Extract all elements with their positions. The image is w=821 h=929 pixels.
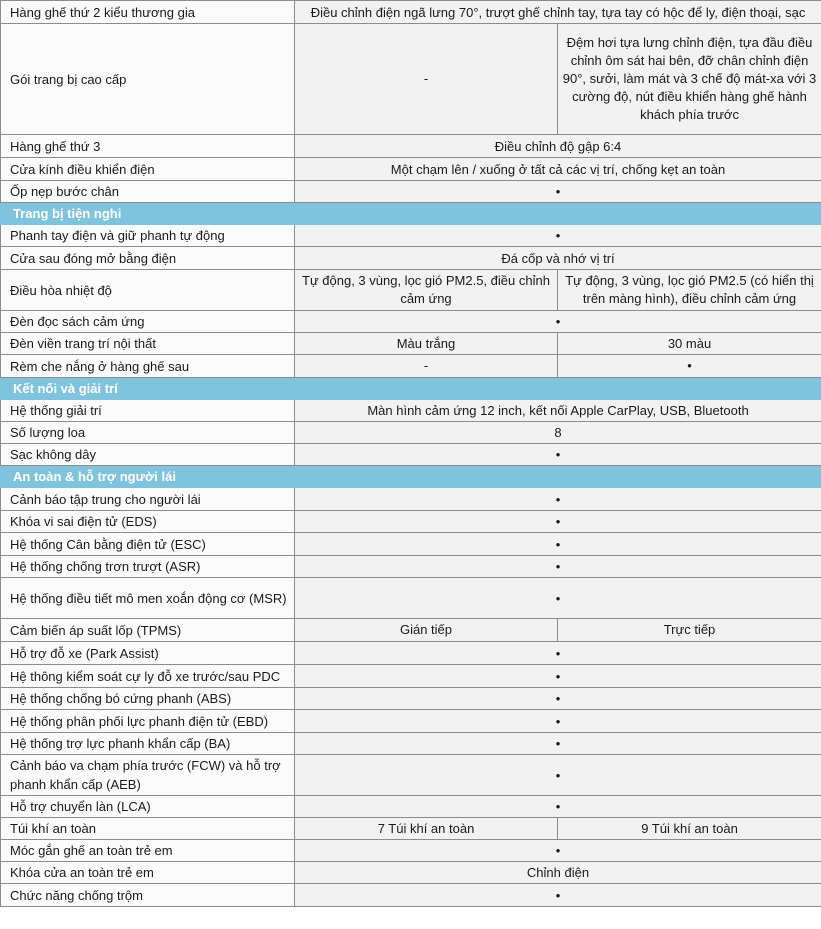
- spec-row: [1, 355, 821, 378]
- feature-available-dot: •: [295, 444, 821, 466]
- spec-row: [1, 511, 821, 533]
- feature-available-dot: •: [295, 181, 821, 203]
- spec-value-trim-1: Màu trắng: [295, 333, 558, 355]
- spec-table-body: [1, 1, 821, 907]
- spec-row: [1, 884, 821, 907]
- spec-row: [1, 333, 821, 355]
- spec-label: Cửa sau đóng mở bằng điện: [1, 247, 295, 270]
- feature-available-dot: •: [295, 710, 821, 733]
- spec-row: [1, 444, 821, 466]
- feature-available-dot: •: [558, 355, 821, 378]
- spec-label: Ốp nẹp bước chân: [1, 181, 295, 203]
- spec-value: Một chạm lên / xuống ở tất cả các vị trí, chống kẹt an toàn: [295, 158, 821, 181]
- spec-value: Chỉnh điện: [295, 862, 821, 884]
- spec-row: [1, 755, 821, 796]
- spec-row: [1, 619, 821, 642]
- feature-available-dot: •: [295, 511, 821, 533]
- spec-label: Khóa cửa an toàn trẻ em: [1, 862, 295, 884]
- spec-label: Hệ thống điều tiết mô men xoắn động cơ (MSR): [1, 578, 295, 619]
- spec-label: Rèm che nắng ở hàng ghế sau: [1, 355, 295, 378]
- spec-row: [1, 796, 821, 818]
- spec-label: Cảnh báo va chạm phía trước (FCW) và hỗ trợ phanh khẩn cấp (AEB): [1, 755, 295, 796]
- spec-value-trim-1: 7 Túi khí an toàn: [295, 818, 558, 840]
- section-header-row: [1, 466, 821, 488]
- spec-label: Đèn viền trang trí nội thất: [1, 333, 295, 355]
- spec-row: [1, 688, 821, 710]
- spec-label: Hệ thống chống bó cứng phanh (ABS): [1, 688, 295, 710]
- spec-value-trim-1: Tự động, 3 vùng, lọc gió PM2.5, điều chỉnh cảm ứng: [295, 270, 558, 311]
- spec-row: [1, 840, 821, 862]
- spec-label: Gói trang bị cao cấp: [1, 24, 295, 135]
- spec-label: Chức năng chống trộm: [1, 884, 295, 907]
- spec-value: Đá cốp và nhớ vị trí: [295, 247, 821, 270]
- spec-value-trim-1: -: [295, 355, 558, 378]
- spec-row: [1, 24, 821, 135]
- spec-value: 8: [295, 422, 821, 444]
- spec-value-trim-1: -: [295, 24, 558, 135]
- spec-label: Khóa vi sai điện tử (EDS): [1, 511, 295, 533]
- spec-label: Móc gắn ghế an toàn trẻ em: [1, 840, 295, 862]
- feature-available-dot: •: [295, 556, 821, 578]
- spec-row: [1, 400, 821, 422]
- feature-available-dot: •: [295, 840, 821, 862]
- spec-label: Cảnh báo tập trung cho người lái: [1, 488, 295, 511]
- spec-label: Điều hòa nhiệt độ: [1, 270, 295, 311]
- spec-row: [1, 533, 821, 556]
- spec-row: [1, 578, 821, 619]
- spec-row: [1, 733, 821, 755]
- spec-label: Hỗ trợ chuyển làn (LCA): [1, 796, 295, 818]
- spec-label: Túi khí an toàn: [1, 818, 295, 840]
- spec-row: [1, 1, 821, 24]
- feature-available-dot: •: [295, 533, 821, 556]
- spec-row: [1, 556, 821, 578]
- spec-value-trim-2: 30 màu: [558, 333, 821, 355]
- spec-label: Hệ thống chống trơn trượt (ASR): [1, 556, 295, 578]
- spec-value: Điều chỉnh điện ngã lưng 70°, trượt ghế chỉnh tay, tựa tay có hộc để ly, điện thoại, sạc: [295, 1, 821, 24]
- feature-available-dot: •: [295, 642, 821, 665]
- spec-row: [1, 247, 821, 270]
- feature-available-dot: •: [295, 225, 821, 247]
- section-header-row: [1, 378, 821, 400]
- feature-available-dot: •: [295, 755, 821, 796]
- feature-available-dot: •: [295, 665, 821, 688]
- feature-available-dot: •: [295, 688, 821, 710]
- spec-label: Số lượng loa: [1, 422, 295, 444]
- spec-value-trim-2: Đệm hơi tựa lưng chỉnh điện, tựa đầu điều chỉnh ôm sát hai bên, đỡ chân chỉnh điện 90°, sưởi, làm mát và 3 chế độ mát-xa với 3 cường độ, nút điều khiển hàng ghế hành khách phía trước: [558, 24, 821, 135]
- spec-value-trim-2: Trực tiếp: [558, 619, 821, 642]
- spec-label: Hàng ghế thứ 2 kiểu thương gia: [1, 1, 295, 24]
- feature-available-dot: •: [295, 884, 821, 907]
- spec-label: Hệ thống trợ lực phanh khẩn cấp (BA): [1, 733, 295, 755]
- section-title: Kết nối và giải trí: [1, 378, 821, 400]
- section-header-row: [1, 203, 821, 225]
- spec-value: Điều chỉnh độ gập 6:4: [295, 135, 821, 158]
- spec-label: Hàng ghế thứ 3: [1, 135, 295, 158]
- spec-label: Phanh tay điện và giữ phanh tự động: [1, 225, 295, 247]
- spec-row: [1, 710, 821, 733]
- feature-available-dot: •: [295, 488, 821, 511]
- spec-value-trim-2: 9 Túi khí an toàn: [558, 818, 821, 840]
- spec-value-trim-1: Gián tiếp: [295, 619, 558, 642]
- spec-value: Màn hình cảm ứng 12 inch, kết nối Apple CarPlay, USB, Bluetooth: [295, 400, 821, 422]
- spec-row: [1, 818, 821, 840]
- spec-label: Hệ thông kiểm soát cự ly đỗ xe trước/sau PDC: [1, 665, 295, 688]
- section-title: An toàn & hỗ trợ người lái: [1, 466, 821, 488]
- spec-label: Hệ thống phân phối lực phanh điện tử (EBD): [1, 710, 295, 733]
- spec-row: [1, 665, 821, 688]
- feature-available-dot: •: [295, 311, 821, 333]
- spec-label: Đèn đọc sách cảm ứng: [1, 311, 295, 333]
- spec-row: [1, 135, 821, 158]
- spec-label: Cảm biến áp suất lốp (TPMS): [1, 619, 295, 642]
- spec-row: [1, 862, 821, 884]
- section-title: Trang bị tiện nghi: [1, 203, 821, 225]
- spec-row: [1, 270, 821, 311]
- spec-row: [1, 311, 821, 333]
- feature-available-dot: •: [295, 578, 821, 619]
- feature-available-dot: •: [295, 733, 821, 755]
- spec-label: Hệ thống giải trí: [1, 400, 295, 422]
- spec-row: [1, 181, 821, 203]
- spec-row: [1, 225, 821, 247]
- spec-value-trim-2: Tự động, 3 vùng, lọc gió PM2.5 (có hiển thị trên màng hình), điều chỉnh cảm ứng: [558, 270, 821, 311]
- spec-label: Sạc không dây: [1, 444, 295, 466]
- spec-row: [1, 642, 821, 665]
- spec-label: Cửa kính điều khiển điện: [1, 158, 295, 181]
- feature-available-dot: •: [295, 796, 821, 818]
- spec-label: Hỗ trợ đỗ xe (Park Assist): [1, 642, 295, 665]
- spec-row: [1, 422, 821, 444]
- spec-label: Hệ thống Cân bằng điện tử (ESC): [1, 533, 295, 556]
- spec-row: [1, 158, 821, 181]
- spec-row: [1, 488, 821, 511]
